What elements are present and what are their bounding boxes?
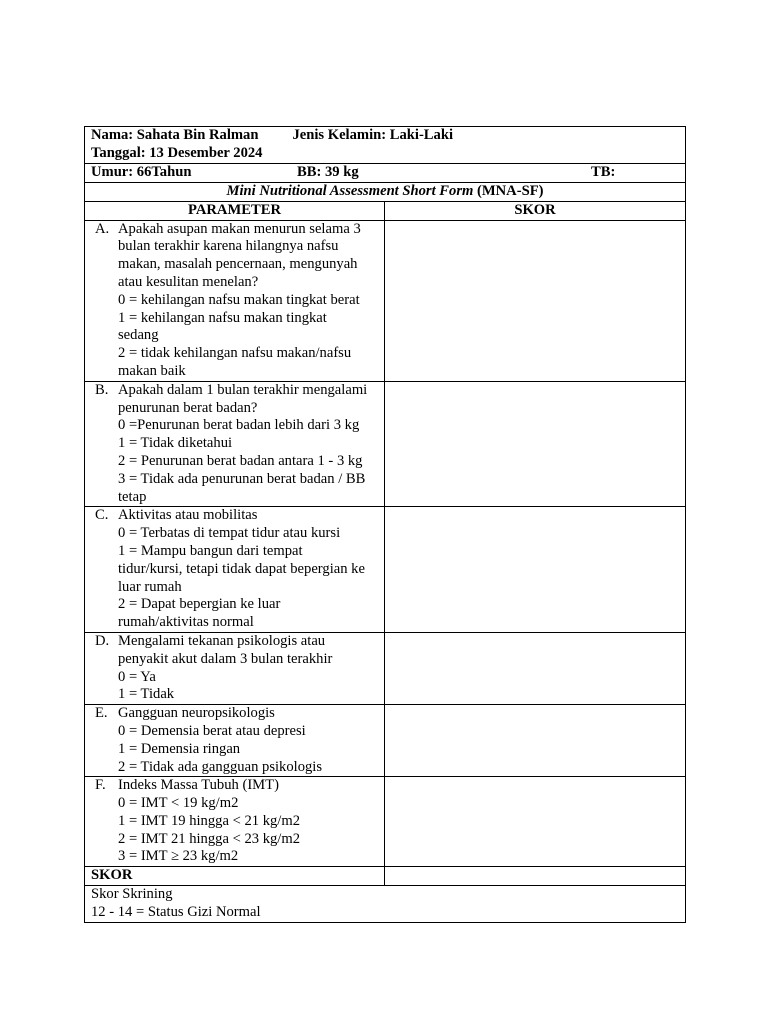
item-line: Apakah dalam 1 bulan terakhir mengalami xyxy=(118,381,368,398)
score-cell[interactable] xyxy=(385,632,686,704)
parameter-cell xyxy=(85,507,385,633)
item-text xyxy=(118,382,378,507)
score-cell[interactable] xyxy=(385,220,686,381)
item-line: 1 = Tidak xyxy=(118,686,175,703)
parameter-row xyxy=(85,507,686,633)
screening-row xyxy=(85,886,686,923)
parameter-item xyxy=(95,507,378,632)
item-line: sedang xyxy=(118,327,159,344)
anthropometry-row xyxy=(85,164,686,183)
screening-title: Skor Skrining xyxy=(91,886,173,903)
patient-info-cell xyxy=(85,127,686,164)
item-line: 2 = Dapat bepergian ke luar xyxy=(118,596,281,613)
item-letter: E. xyxy=(95,705,108,722)
item-text xyxy=(118,705,378,776)
item-line: penurunan berat badan? xyxy=(118,399,258,416)
parameter-cell xyxy=(85,777,385,867)
item-line: 0 =Penurunan berat badan lebih dari 3 kg xyxy=(118,417,360,434)
item-line: Apakah asupan makan menurun selama 3 xyxy=(118,220,361,237)
item-line: rumah/aktivitas normal xyxy=(118,614,254,631)
form-title-row xyxy=(85,183,686,202)
item-text xyxy=(118,633,378,704)
item-line: 2 = tidak kehilangan nafsu makan/nafsu xyxy=(118,345,352,362)
screening-cell xyxy=(85,886,686,923)
assessment-table xyxy=(84,126,686,923)
parameter-item xyxy=(95,777,378,866)
parameter-item xyxy=(95,382,378,507)
item-line: makan baik xyxy=(118,362,186,379)
item-line: bulan terakhir karena hilangnya nafsu xyxy=(118,238,339,255)
parameter-item xyxy=(95,633,378,704)
parameter-items xyxy=(85,220,686,867)
item-text xyxy=(118,221,378,381)
parameter-row xyxy=(85,632,686,704)
assessment-date: Tanggal: 13 Desember 2024 xyxy=(91,144,263,161)
parameter-cell xyxy=(85,381,385,507)
item-text xyxy=(118,507,378,632)
parameter-row xyxy=(85,705,686,777)
item-letter: F. xyxy=(95,777,106,794)
score-cell[interactable] xyxy=(385,777,686,867)
parameter-cell xyxy=(85,632,385,704)
parameter-cell xyxy=(85,220,385,381)
column-header-row xyxy=(85,201,686,220)
screening-normal-range: 12 - 14 = Status Gizi Normal xyxy=(91,903,261,920)
form-title-italic: Mini Nutritional Assessment Short Form xyxy=(226,183,474,199)
item-line: 2 = IMT 21 hingga < 23 kg/m2 xyxy=(118,830,300,847)
item-line: 0 = IMT < 19 kg/m2 xyxy=(118,795,239,812)
item-line: 0 = Terbatas di tempat tidur atau kursi xyxy=(118,525,341,542)
item-line: 3 = Tidak ada penurunan berat badan / BB xyxy=(118,470,366,487)
column-header-skor: SKOR xyxy=(385,201,686,220)
total-score-label: SKOR xyxy=(85,867,385,886)
item-letter: C. xyxy=(95,507,109,524)
anthropometry-cell xyxy=(85,164,686,183)
item-line: Mengalami tekanan psikologis atau xyxy=(118,632,326,649)
patient-age: Umur: 66Tahun xyxy=(91,164,192,180)
mna-sf-form xyxy=(84,126,685,923)
item-line: 1 = Tidak diketahui xyxy=(118,435,233,452)
item-letter: A. xyxy=(95,220,110,237)
item-line: tidur/kursi, tetapi tidak dapat bepergian ke xyxy=(118,560,365,577)
item-line: 1 = Demensia ringan xyxy=(118,740,241,757)
item-line: luar rumah xyxy=(118,578,182,595)
parameter-item xyxy=(95,705,378,776)
score-cell[interactable] xyxy=(385,381,686,507)
item-line: 0 = Ya xyxy=(118,668,156,685)
item-line: 0 = kehilangan nafsu makan tingkat berat xyxy=(118,291,360,308)
item-line: 2 = Tidak ada gangguan psikologis xyxy=(118,758,323,775)
parameter-row xyxy=(85,381,686,507)
parameter-item xyxy=(95,221,378,381)
form-title xyxy=(85,183,686,202)
item-text xyxy=(118,777,378,866)
patient-gender: Jenis Kelamin: Laki-Laki xyxy=(292,127,454,143)
total-score-row xyxy=(85,867,686,886)
total-score-value-cell[interactable] xyxy=(385,867,686,886)
score-cell[interactable] xyxy=(385,705,686,777)
form-title-suffix: (MNA-SF) xyxy=(473,183,544,199)
item-line: penyakit akut dalam 3 bulan terakhir xyxy=(118,650,333,667)
item-line: 1 = Mampu bangun dari tempat xyxy=(118,542,303,559)
parameter-row xyxy=(85,777,686,867)
parameter-row xyxy=(85,220,686,381)
item-line: 3 = IMT ≥ 23 kg/m2 xyxy=(118,848,239,865)
column-header-parameter: PARAMETER xyxy=(85,201,385,220)
item-line: makan, masalah pencernaan, mengunyah xyxy=(118,256,358,273)
item-line: 2 = Penurunan berat badan antara 1 - 3 kg xyxy=(118,452,363,469)
item-line: Indeks Massa Tubuh (IMT) xyxy=(118,777,279,794)
item-line: atau kesulitan menelan? xyxy=(118,273,259,290)
patient-info-row xyxy=(85,127,686,164)
patient-weight: BB: 39 kg xyxy=(297,164,359,180)
item-letter: B. xyxy=(95,381,109,398)
score-cell[interactable] xyxy=(385,507,686,633)
item-line: 0 = Demensia berat atau depresi xyxy=(118,722,306,739)
item-letter: D. xyxy=(95,632,110,649)
item-line: 1 = kehilangan nafsu makan tingkat xyxy=(118,309,327,326)
item-line: 1 = IMT 19 hingga < 21 kg/m2 xyxy=(118,812,300,829)
patient-height: TB: xyxy=(591,164,616,180)
item-line: Aktivitas atau mobilitas xyxy=(118,507,258,524)
parameter-cell xyxy=(85,705,385,777)
patient-name: Nama: Sahata Bin Ralman xyxy=(91,127,259,143)
item-line: tetap xyxy=(118,488,147,505)
item-line: Gangguan neuropsikologis xyxy=(118,705,275,722)
